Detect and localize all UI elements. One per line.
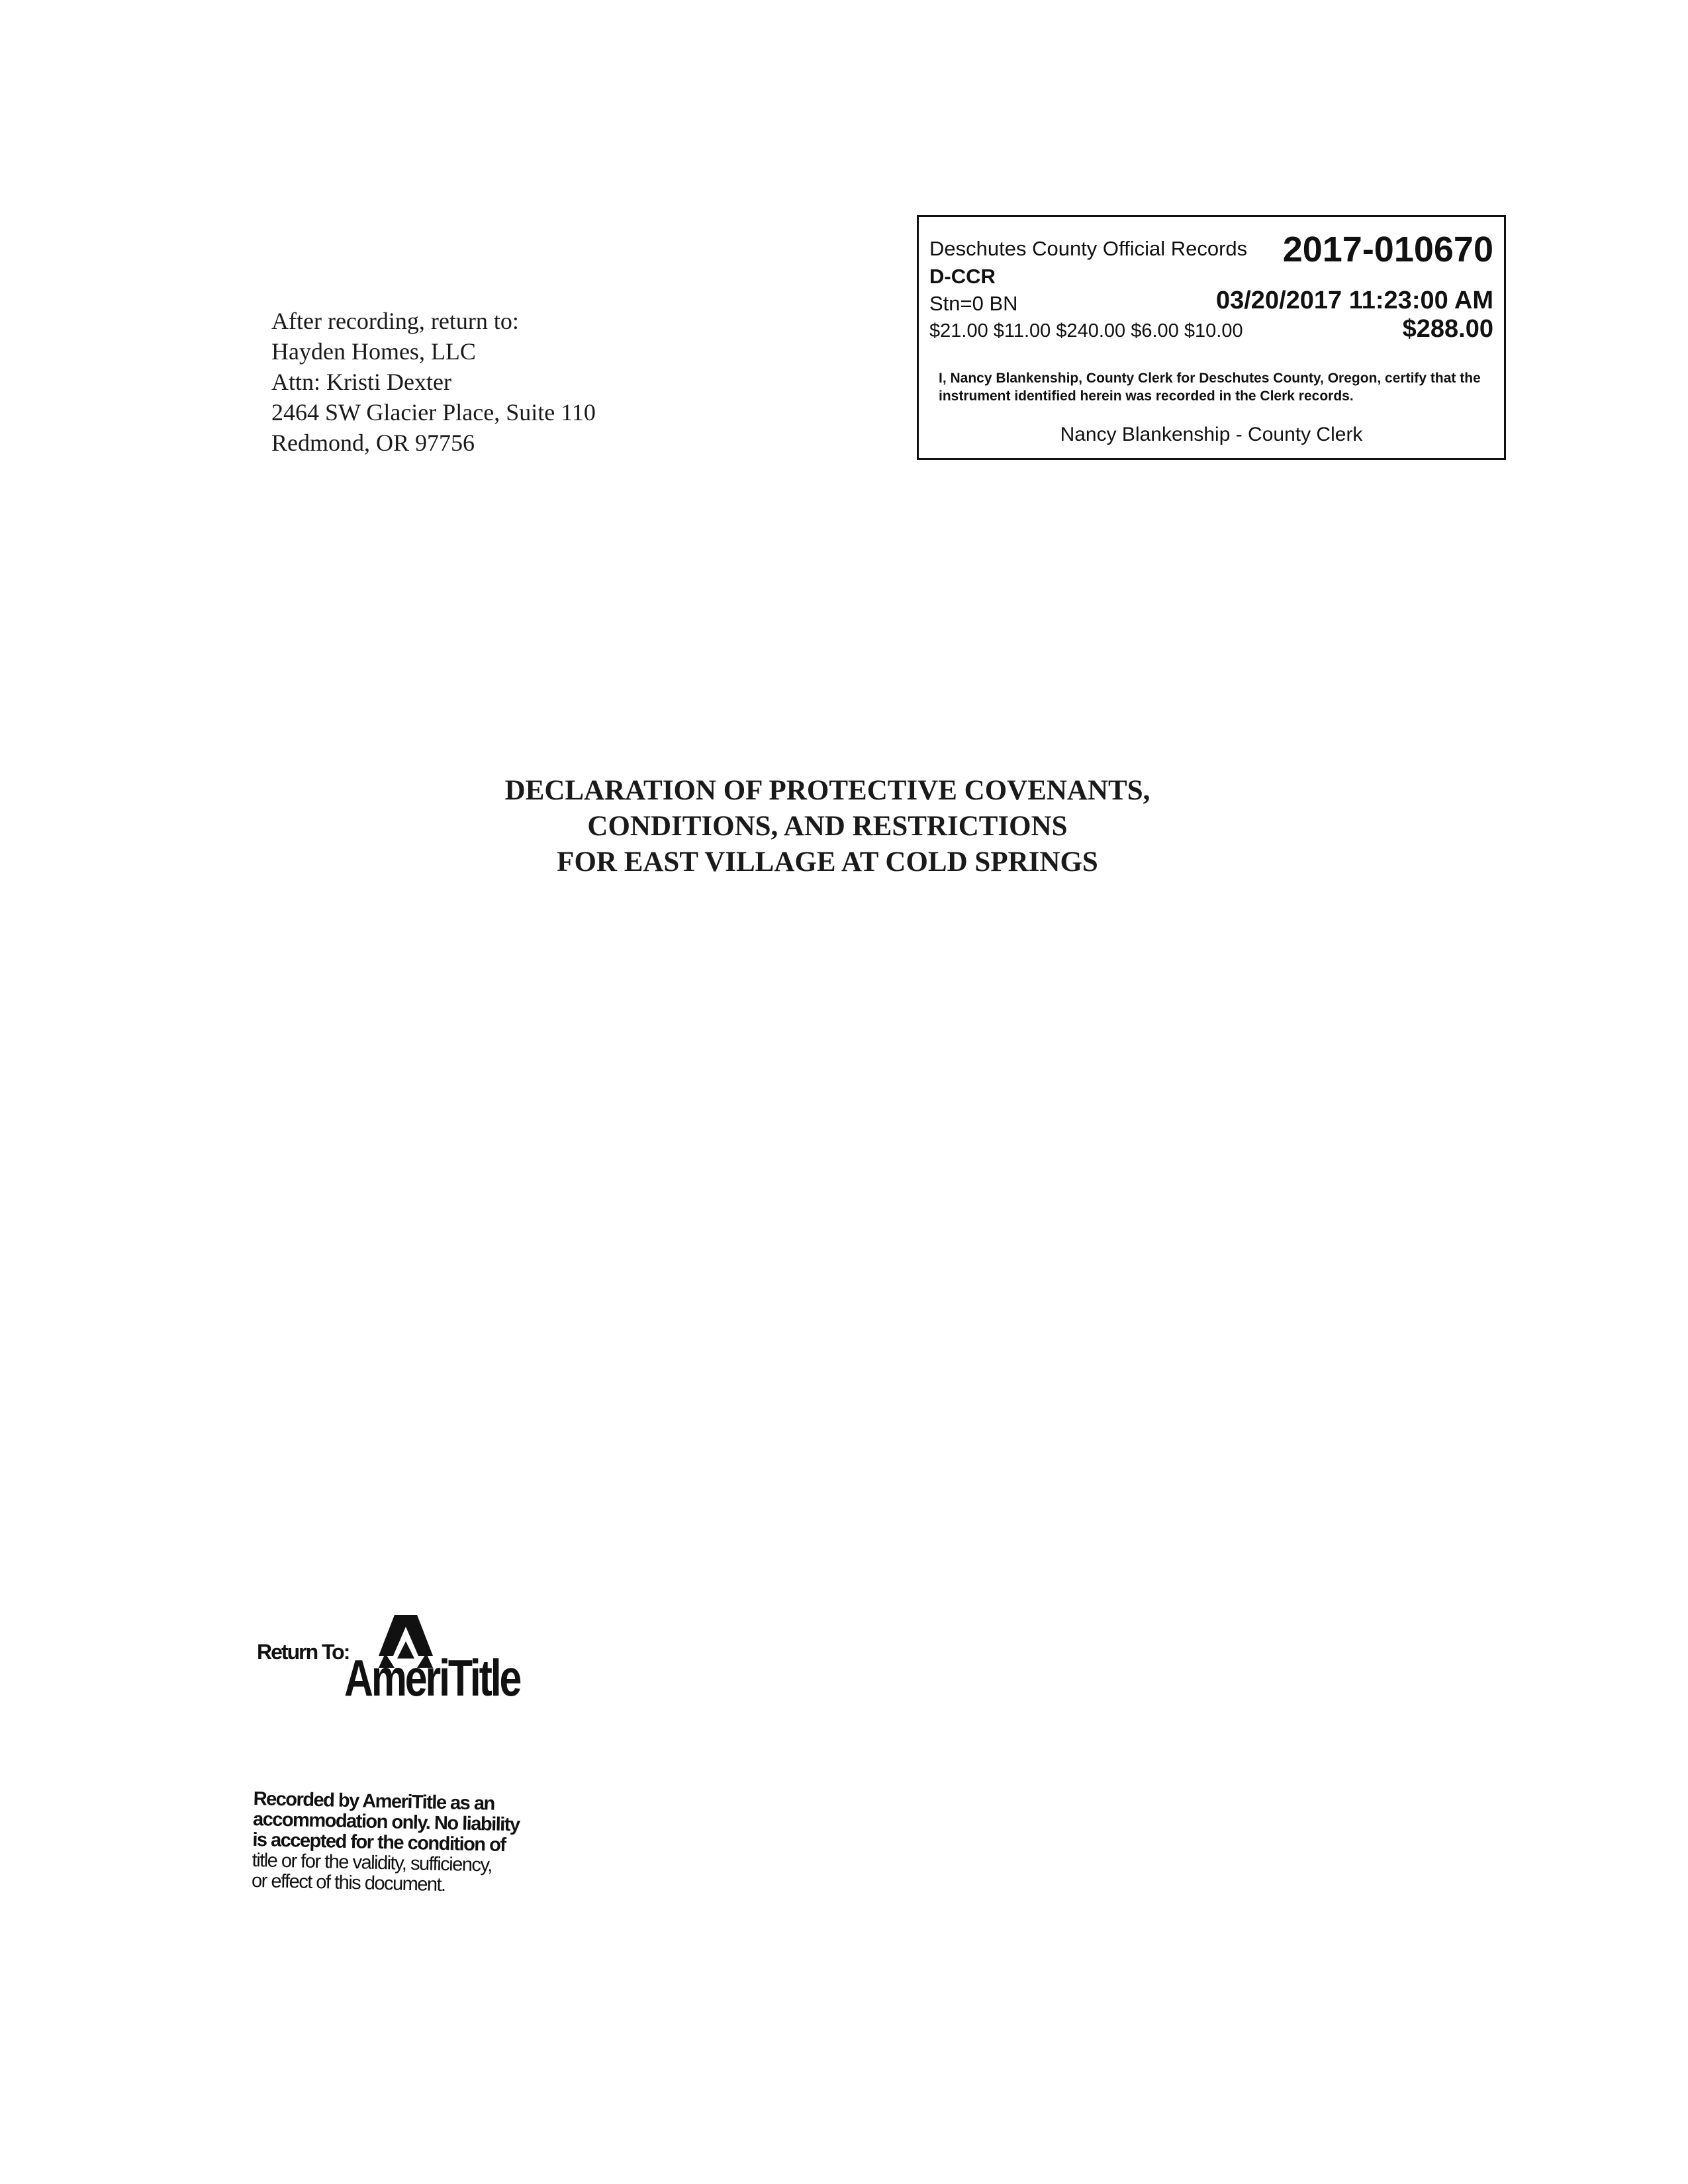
return-to-label: Return To: [257,1640,350,1664]
disclaimer-line: accommodation only. No liability [252,1808,520,1836]
document-title-line: DECLARATION OF PROTECTIVE COVENANTS, [504,775,1150,806]
fee-total: $288.00 [1402,315,1493,343]
recording-disclaimer [252,1789,558,1898]
return-address-line: Redmond, OR 97756 [271,430,475,456]
return-address-line: 2464 SW Glacier Place, Suite 110 [271,399,596,426]
document-title-line: CONDITIONS, AND RESTRICTIONS [587,811,1068,842]
ameritite-logo-text: AmeriTitle [344,1649,520,1707]
records-office-label: Deschutes County Official Records [929,237,1248,260]
return-address-line: After recording, return to: [271,308,519,334]
disclaimer-line: or effect of this document. [251,1870,446,1896]
fee-breakdown: $21.00 $11.00 $240.00 $6.00 $10.00 [929,320,1243,341]
return-address-line: Attn: Kristi Dexter [271,369,451,395]
recording-stamp-header-row [929,229,1493,269]
disclaimer-line: title or for the validity, sufficiency, [252,1849,492,1876]
document-number: 2017-010670 [1282,230,1493,269]
station-code: Stn=0 BN [929,292,1018,315]
document-title [199,773,1456,880]
disclaimer-line: Recorded by AmeriTitle as an [253,1788,495,1815]
return-address-block [271,306,695,458]
fees-row [929,315,1493,348]
clerk-certification: I, Nancy Blankenship, County Clerk for Deschutes County, Oregon, certify that the instrument identified herein was recorded in the Clerk records. [939,371,1481,404]
disclaimer-line: is accepted for the condition of [252,1829,506,1856]
document-type: D-CCR [929,265,996,288]
document-title-line: FOR EAST VILLAGE AT COLD SPRINGS [557,846,1098,878]
return-address-line: Hayden Homes, LLC [271,338,476,365]
clerk-signature: Nancy Blankenship - County Clerk [1060,424,1363,445]
recording-stamp-box [917,215,1506,460]
recorded-datetime: 03/20/2017 11:23:00 AM [1215,287,1493,314]
